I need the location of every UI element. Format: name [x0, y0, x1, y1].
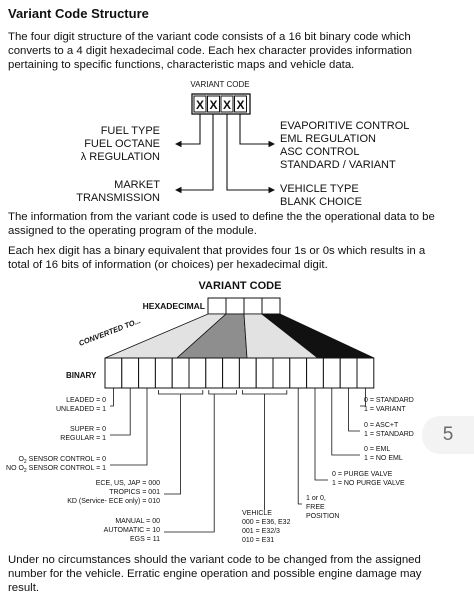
right-top-labels: [280, 120, 409, 171]
svg-text:SUPER = 0: SUPER = 0: [70, 426, 106, 433]
binary-cell: [340, 358, 357, 388]
binary-cell: [307, 358, 324, 388]
svg-text:EML REGULATION: EML REGULATION: [280, 133, 376, 145]
page-number-tab: 5: [422, 416, 474, 454]
svg-text:1 = STANDARD: 1 = STANDARD: [364, 431, 414, 438]
connector-line: [332, 388, 360, 455]
binary-cell: [172, 358, 189, 388]
intro-paragraph: The four digit structure of the variant code consists of a 16 bit binary code which converts to a 4 digit hexadecimal code. Each hex character provides information pertaining to specific functions, characteristic maps and vehicle data.: [8, 31, 412, 71]
connector-lines: [176, 114, 274, 190]
binary-cell: [155, 358, 172, 388]
svg-text:TRANSMISSION: TRANSMISSION: [76, 192, 160, 204]
binary-cell: [105, 358, 122, 388]
binary-cell: [239, 358, 256, 388]
svg-text:MANUAL = 00: MANUAL = 00: [115, 518, 160, 525]
svg-text:λ REGULATION: λ REGULATION: [80, 151, 160, 163]
hex-boxes: [208, 298, 280, 314]
variant-code-title: VARIANT CODE: [190, 80, 250, 89]
binary-cell: [206, 358, 223, 388]
binary-cell: [290, 358, 307, 388]
left-bottom-labels: [76, 179, 160, 204]
svg-text:ECE, US, JAP = 000: ECE, US, JAP = 000: [95, 480, 160, 487]
binary-cells: [105, 358, 374, 388]
warning-paragraph: Under no circumstances should the variant code to be changed from the assigned number for the vehicle. Erratic engine operation and possible engine damage may result.: [8, 554, 422, 594]
binary-cell: [357, 358, 374, 388]
svg-text:ASC CONTROL: ASC CONTROL: [280, 146, 360, 158]
binary-paragraph: Each hex digit has a binary equivalent that provides four 1s or 0s which results in a total of 16 bits of information (or choices) per hexadecimal digit.: [8, 245, 426, 271]
svg-text:0 = PURGE VALVE: 0 = PURGE VALVE: [332, 471, 393, 478]
svg-text:1 = VARIANT: 1 = VARIANT: [364, 406, 406, 413]
hexadecimal-label: HEXADECIMAL: [142, 301, 205, 311]
svg-text:AUTOMATIC = 10: AUTOMATIC = 10: [103, 527, 160, 534]
svg-text:VEHICLE: VEHICLE: [242, 510, 272, 517]
vehicle-labels: [242, 510, 291, 544]
code-digit-1: X: [195, 98, 205, 112]
svg-text:BLANK CHOICE: BLANK CHOICE: [280, 196, 362, 208]
connector-line: [298, 388, 302, 504]
svg-text:STANDARD / VARIANT: STANDARD / VARIANT: [280, 159, 396, 171]
svg-text:KD (Service- ECE only) = 010: KD (Service- ECE only) = 010: [67, 498, 160, 505]
binary-cell: [139, 358, 156, 388]
variant-code-diagram: [0, 78, 474, 208]
svg-text:FUEL OCTANE: FUEL OCTANE: [84, 138, 160, 150]
binary-cell: [122, 358, 139, 388]
svg-text:VEHICLE TYPE: VEHICLE TYPE: [280, 183, 359, 195]
conversion-funnel: [105, 314, 374, 358]
connector-line: [349, 388, 360, 431]
binary-cell: [223, 358, 240, 388]
svg-text:FREE: FREE: [306, 504, 325, 511]
svg-text:FUEL TYPE: FUEL TYPE: [100, 125, 160, 137]
binary-label: BINARY: [66, 371, 97, 380]
svg-text:EVAPORITIVE CONTROL: EVAPORITIVE CONTROL: [280, 120, 410, 132]
right-bottom-labels: [280, 183, 362, 208]
connector-line: [164, 394, 181, 494]
svg-text:1 or 0,: 1 or 0,: [306, 495, 326, 502]
connector-line: [315, 388, 328, 480]
cell-connector-lines: [110, 388, 365, 532]
code-digit-2: X: [209, 98, 218, 112]
svg-text:LEADED = 0: LEADED = 0: [66, 397, 106, 404]
o2-control-label: $O_2$ SENSOR CONTROL = 0: [18, 456, 106, 465]
converted-to-label: CONVERTED TO...: [77, 315, 142, 348]
binary-conversion-diagram: [0, 272, 474, 552]
right-bit-labels: [306, 397, 414, 520]
group-bracket: [209, 390, 237, 394]
svg-text:EGS = 11: EGS = 11: [129, 536, 160, 543]
no-o2-control-label: NO $O_2$ SENSOR CONTROL = 1: [6, 465, 106, 474]
svg-text:0 = STANDARD: 0 = STANDARD: [364, 397, 414, 404]
svg-text:1 = NO EML: 1 = NO EML: [364, 455, 403, 462]
svg-text:0 = ASC+T: 0 = ASC+T: [364, 422, 399, 429]
code-digit-3: X: [222, 98, 232, 112]
svg-text:TROPICS = 001: TROPICS = 001: [109, 489, 160, 496]
left-bit-labels: [6, 397, 160, 543]
section-heading: Variant Code Structure: [8, 6, 149, 21]
svg-text:UNLEADED = 1: UNLEADED = 1: [56, 406, 106, 413]
connector-line: [164, 394, 214, 532]
code-digit-4: X: [236, 98, 245, 112]
svg-text:POSITION: POSITION: [306, 513, 340, 520]
svg-text:010 = E31: 010 = E31: [242, 537, 275, 544]
info-paragraph: The information from the variant code is used to define the the operational data to be assigned to the operating program of the module.: [8, 211, 435, 237]
svg-text:MARKET: MARKET: [114, 179, 160, 191]
svg-text:000 = E36, E32: 000 = E36, E32: [242, 519, 291, 526]
binary-cell: [256, 358, 273, 388]
binary-cell: [189, 358, 206, 388]
binary-diagram-title: VARIANT CODE: [198, 280, 282, 292]
group-bracket: [158, 390, 202, 394]
binary-cell: [273, 358, 290, 388]
connector-line: [110, 388, 147, 465]
binary-cell: [323, 358, 340, 388]
group-bracket: [242, 390, 286, 394]
svg-text:REGULAR = 1: REGULAR = 1: [60, 435, 106, 442]
svg-text:1 = NO PURGE VALVE: 1 = NO PURGE VALVE: [332, 480, 405, 487]
connector-line: [110, 388, 113, 406]
svg-text:0 = EML: 0 = EML: [364, 446, 391, 453]
left-top-labels: [81, 125, 160, 163]
svg-text:001 = E32/3: 001 = E32/3: [242, 528, 280, 535]
